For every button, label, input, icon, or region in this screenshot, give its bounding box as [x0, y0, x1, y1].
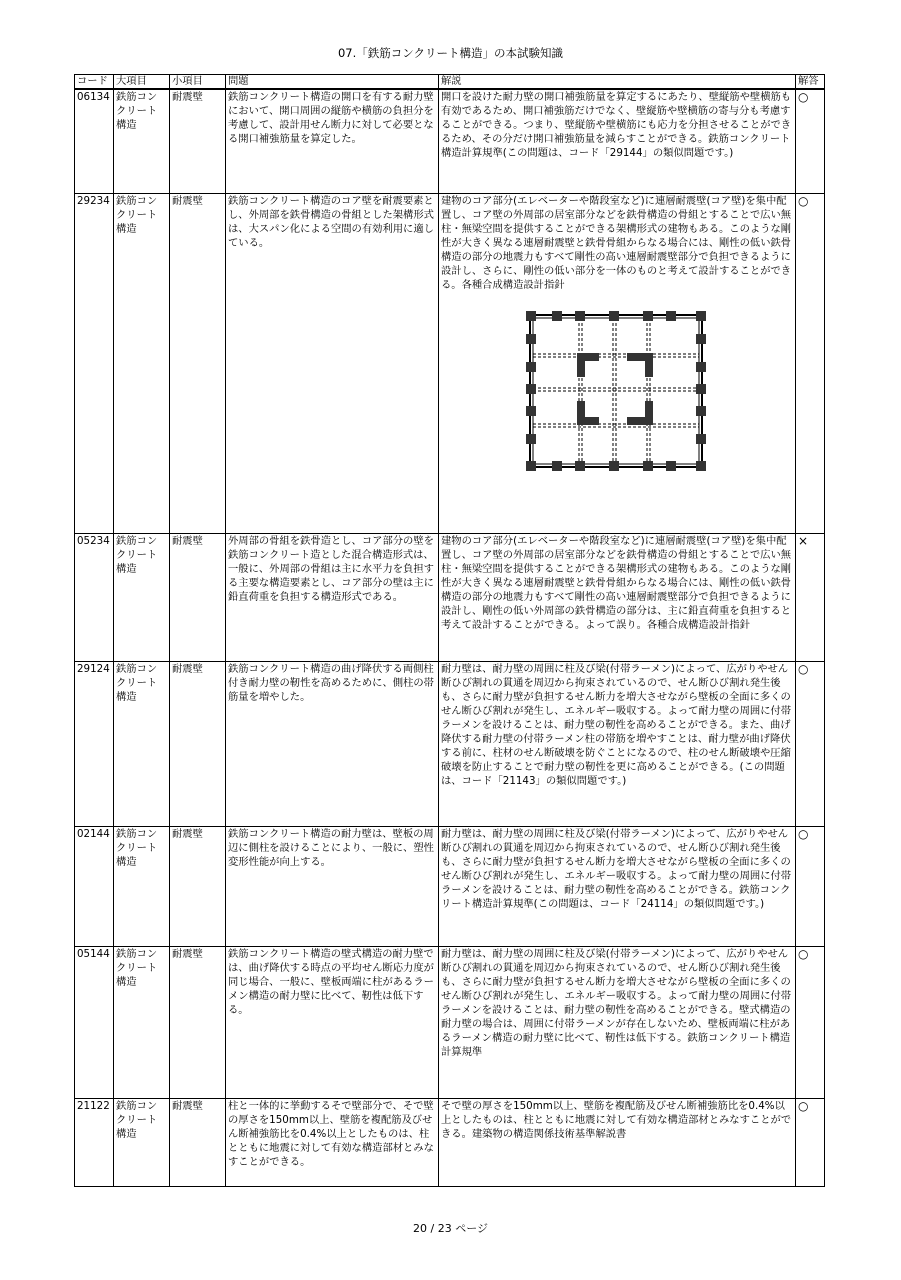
table-row	[75, 193, 825, 533]
cell-explanation	[439, 193, 796, 533]
table-row	[75, 826, 825, 946]
cell-answer: ○	[796, 193, 825, 533]
cell-answer: ○	[796, 826, 825, 946]
cell-question: 鉄筋コンクリート構造の曲げ降伏する両側柱付き耐力壁の靭性を高めるために、側柱の帯筋量を増やした。	[226, 661, 439, 826]
cell-major: 鉄筋コンクリート構造	[114, 826, 170, 946]
cell-major: 鉄筋コンクリート構造	[114, 193, 170, 533]
col-header-question: 問題	[226, 75, 439, 90]
col-header-explanation: 解説	[439, 75, 796, 90]
page-number: 20 / 23 ページ	[413, 1222, 488, 1235]
cell-minor: 耐震壁	[170, 193, 226, 533]
cell-minor: 耐震壁	[170, 1098, 226, 1186]
cell-major: 鉄筋コンクリート構造	[114, 533, 170, 661]
question-table	[74, 74, 825, 1187]
cell-answer: ○	[796, 946, 825, 1098]
cell-explanation: 開口を設けた耐力壁の開口補強筋量を算定するにあたり、壁縦筋や壁横筋も有効であるため、開口補強筋だけでなく、壁縦筋や壁横筋の寄与分も考慮することができる。つまり、壁縦筋や壁横筋にも応力を分担させることができるため、その分だけ開口補強筋量を減らすことができる。鉄筋コンクリート構造計算規準(この問題は、コード「29144」の類似問題です。)	[439, 89, 796, 193]
cell-minor: 耐震壁	[170, 946, 226, 1098]
col-header-major: 大項目	[114, 75, 170, 90]
cell-explanation: 耐力壁は、耐力壁の周囲に柱及び梁(付帯ラーメン)によって、広がりやせん断ひび割れの貫通を周辺から拘束されているので、せん断ひび割れ発生後も、さらに耐力壁が負担するせん断力を増大させながら壁板の全面に多くのせん断ひび割れが発生し、エネルギー吸収する。よって耐力壁の周囲に付帯ラーメンを設けることは、耐力壁の靭性を高めることができる。壁式構造の耐力壁の場合は、周囲に付帯ラーメンが存在しないため、壁板両端に柱があるラーメン構造の耐力壁に比べて、靭性は低下する。鉄筋コンクリート構造計算規準	[439, 946, 796, 1098]
cell-explanation: 耐力壁は、耐力壁の周囲に柱及び梁(付帯ラーメン)によって、広がりやせん断ひび割れの貫通を周辺から拘束されているので、せん断ひび割れ発生後も、さらに耐力壁が負担するせん断力を増大させながら壁板の全面に多くのせん断ひび割れが発生し、エネルギー吸収する。よって耐力壁の周囲に付帯ラーメンを設けることは、耐力壁の靭性を高めることができる。また、曲げ降伏する耐力壁の付帯ラーメン柱の帯筋を増やすことは、耐力壁が曲げ降伏する前に、柱材のせん断破壊を防ぐことになるので、柱のせん断破壊や圧縮破壊を防止することで耐力壁の靭性を更に高めることができる。(この問題は、コード「21143」の類似問題です。)	[439, 661, 796, 826]
cell-major: 鉄筋コンクリート構造	[114, 1098, 170, 1186]
cell-major: 鉄筋コンクリート構造	[114, 946, 170, 1098]
cell-major: 鉄筋コンクリート構造	[114, 89, 170, 193]
cell-question: 鉄筋コンクリート構造の開口を有する耐力壁において、開口周囲の縦筋や横筋の負担分を考慮して、設計用せん断力に対して必要となる開口補強筋量を算定した。	[226, 89, 439, 193]
col-header-code: コード	[75, 75, 114, 90]
cell-code: 05234	[75, 533, 114, 661]
table-header-row	[75, 75, 825, 90]
cell-question: 鉄筋コンクリート構造のコア壁を耐震要素とし、外周部を鉄骨構造の骨組とした架構形式は、大スパン化による空間の有効利用に適している。	[226, 193, 439, 533]
document-title: 07.「鉄筋コンクリート構造」の本試験知識	[337, 46, 564, 60]
cell-code: 02144	[75, 826, 114, 946]
cell-explanation: そで壁の厚さを150mm以上、壁筋を複配筋及びせん断補強筋比を0.4%以上としたものは、柱とともに地震に対して有効な構造部材とみなすことができる。建築物の構造関係技術基準解説書	[439, 1098, 796, 1186]
table-row	[75, 1098, 825, 1186]
explanation-text: 建物のコア部分(エレベーターや階段室など)に連層耐震壁(コア壁)を集中配置し、コア壁の外周部の居室部分などを鉄骨構造の骨組とすることで広い無柱・無梁空間を提供することができる架構形式の建物もある。このような剛性が大きく異なる連層耐震壁と鉄骨骨組からなる場合には、剛性の低い鉄骨構造の部分の地震力もすべて剛性の高い連層耐震壁部分で負担できるように設計し、さらに、剛性の低い部分を一体のものと考えて設計することができる。各種合成構造設計指針	[441, 194, 792, 291]
cell-explanation: 耐力壁は、耐力壁の周囲に柱及び梁(付帯ラーメン)によって、広がりやせん断ひび割れの貫通を周辺から拘束されているので、せん断ひび割れ発生後も、さらに耐力壁が負担するせん断力を増大させながら壁板の全面に多くのせん断ひび割れが発生し、エネルギー吸収する。よって耐力壁の周囲に付帯ラーメンを設けることは、耐力壁の靭性を高めることができる。鉄筋コンクリート構造計算規準(この問題は、コード「24114」の類似問題です。)	[439, 826, 796, 946]
cell-code: 21122	[75, 1098, 114, 1186]
cell-answer: ○	[796, 89, 825, 193]
table-row	[75, 661, 825, 826]
cell-question: 外周部の骨組を鉄骨造とし、コア部分の壁を鉄筋コンクリート造とした混合構造形式は、一般に、外周部の骨組は主に水平力を負担する主要な構造要素とし、コア部分の壁は主に鉛直荷重を負担する構造形式である。	[226, 533, 439, 661]
cell-question: 柱と一体的に挙動するそで壁部分で、そで壁の厚さを150mm以上、壁筋を複配筋及びせん断補強筋比を0.4%以上としたものは、柱とともに地震に対して有効な構造部材とみなすことができる。	[226, 1098, 439, 1186]
cell-major: 鉄筋コンクリート構造	[114, 661, 170, 826]
cell-minor: 耐震壁	[170, 826, 226, 946]
core-wall-floor-plan-figure	[521, 306, 711, 476]
cell-code: 06134	[75, 89, 114, 193]
cell-code: 29124	[75, 661, 114, 826]
table-row	[75, 533, 825, 661]
table-row	[75, 946, 825, 1098]
cell-minor: 耐震壁	[170, 89, 226, 193]
cell-answer: ○	[796, 661, 825, 826]
table-row	[75, 89, 825, 193]
col-header-answer: 解答	[796, 75, 825, 90]
cell-question: 鉄筋コンクリート構造の壁式構造の耐力壁では、曲げ降伏する時点の平均せん断応力度が同じ場合、一般に、壁板両端に柱があるラーメン構造の耐力壁に比べて、靭性は低下する。	[226, 946, 439, 1098]
cell-code: 29234	[75, 193, 114, 533]
cell-explanation: 建物のコア部分(エレベーターや階段室など)に連層耐震壁(コア壁)を集中配置し、コア壁の外周部の居室部分などを鉄骨構造の骨組とすることで広い無柱・無梁空間を提供することができる架構形式の建物もある。このような剛性が大きく異なる連層耐震壁と鉄骨骨組からなる場合には、剛性の低い鉄骨構造の部分の地震力もすべて剛性の高い連層耐震壁部分で負担できるように設計し、剛性の低い外周部の鉄骨構造の部分は、主に鉛直荷重を負担すると考えて設計することができる。よって誤り。各種合成構造設計指針	[439, 533, 796, 661]
cell-question: 鉄筋コンクリート構造の耐力壁は、壁板の周辺に側柱を設けることにより、一般に、塑性変形性能が向上する。	[226, 826, 439, 946]
cell-minor: 耐震壁	[170, 533, 226, 661]
cell-answer: ○	[796, 1098, 825, 1186]
cell-answer: ×	[796, 533, 825, 661]
cell-code: 05144	[75, 946, 114, 1098]
cell-minor: 耐震壁	[170, 661, 226, 826]
col-header-minor: 小項目	[170, 75, 226, 90]
